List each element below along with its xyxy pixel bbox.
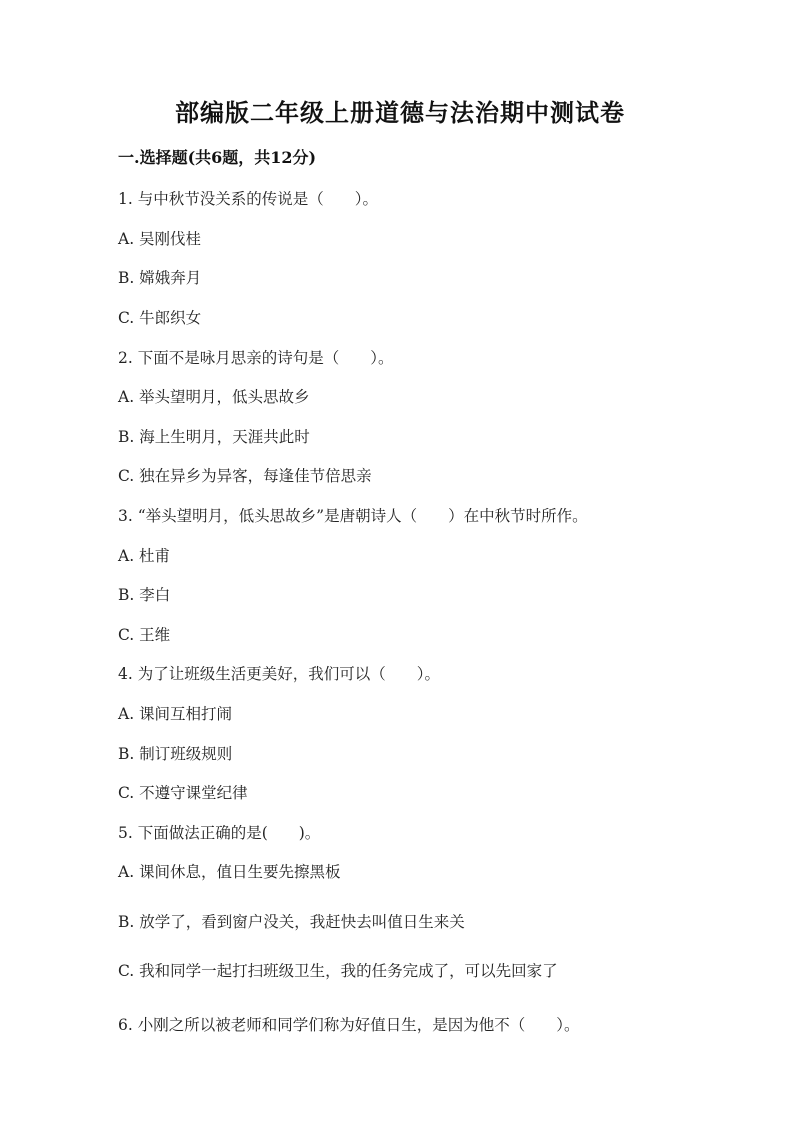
question-3-option-c: C. 王维 — [118, 626, 171, 644]
question-5-option-c: C. 我和同学一起打扫班级卫生，我的任务完成了，可以先回家了 — [118, 962, 558, 980]
question-2-stem: 2. 下面不是咏月思亲的诗句是（ ）。 — [118, 349, 394, 367]
question-6-stem: 6. 小刚之所以被老师和同学们称为好值日生，是因为他不（ ）。 — [118, 1016, 580, 1034]
question-4-stem: 4. 为了让班级生活更美好，我们可以（ ）。 — [118, 665, 440, 683]
question-2-option-c: C. 独在异乡为异客，每逢佳节倍思亲 — [118, 467, 372, 485]
question-1-option-c: C. 牛郎织女 — [118, 309, 202, 327]
page-title: 部编版二年级上册道德与法治期中测试卷 — [175, 98, 625, 127]
question-3-option-a: A. 杜甫 — [118, 547, 171, 565]
question-1-stem: 1. 与中秋节没关系的传说是（ ）。 — [118, 190, 378, 208]
section-heading: 一.选择题(共6题，共12分) — [118, 148, 317, 167]
question-1-option-b: B. 嫦娥奔月 — [118, 269, 202, 287]
question-2-option-b: B. 海上生明月，天涯共此时 — [118, 428, 310, 446]
question-5-stem: 5. 下面做法正确的是( )。 — [118, 824, 321, 842]
question-3-option-b: B. 李白 — [118, 586, 171, 604]
question-4-option-c: C. 不遵守课堂纪律 — [118, 784, 248, 802]
question-5-option-b: B. 放学了，看到窗户没关，我赶快去叫值日生来关 — [118, 913, 465, 931]
question-3-stem: 3. “举头望明月，低头思故乡”是唐朝诗人（ ）在中秋节时所作。 — [118, 507, 588, 525]
question-1-option-a: A. 吴刚伐桂 — [118, 230, 202, 248]
question-4-option-b: B. 制订班级规则 — [118, 745, 233, 763]
question-5-option-a: A. 课间休息，值日生要先擦黑板 — [118, 863, 341, 881]
question-2-option-a: A. 举头望明月，低头思故乡 — [118, 388, 310, 406]
question-4-option-a: A. 课间互相打闹 — [118, 705, 233, 723]
